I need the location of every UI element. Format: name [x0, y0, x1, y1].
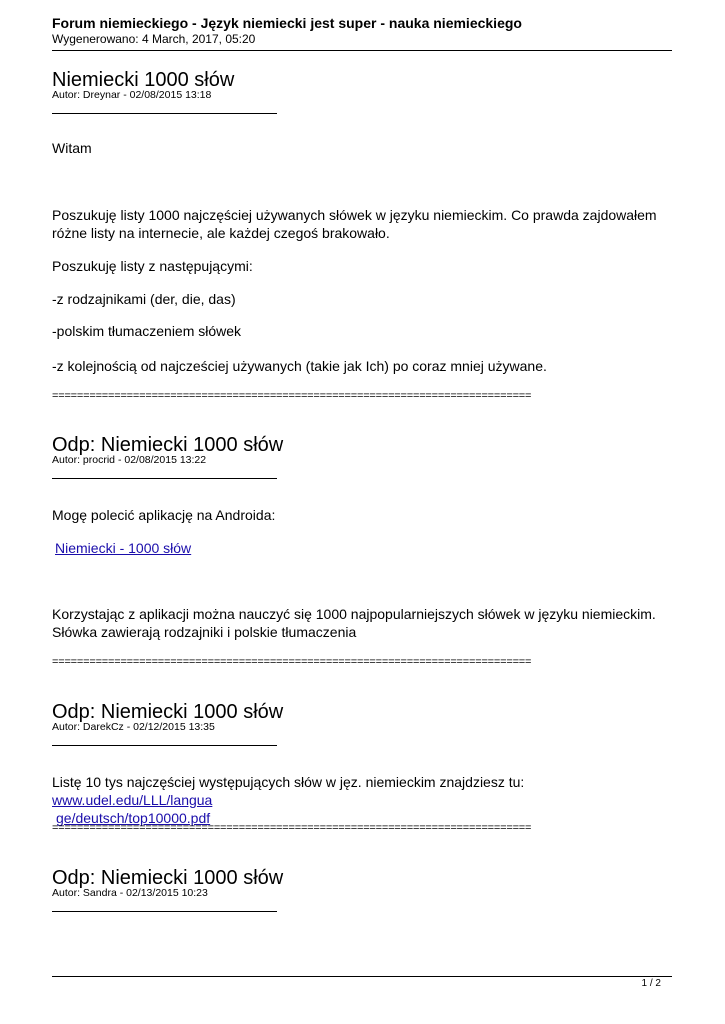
post-title: Niemiecki 1000 słów	[52, 69, 235, 91]
post-1-paragraph: Witam	[52, 140, 92, 156]
forum-title: Forum niemieckiego - Język niemiecki jest super - nauka niemieckiego	[52, 15, 522, 31]
post-separator: =============================================================================	[52, 822, 532, 834]
post-separator: =============================================================================	[52, 656, 532, 668]
post-4	[52, 868, 672, 912]
post-1-paragraph: -z kolejnością od najcześciej używanych (takie jak Ich) po coraz mniej używane.	[52, 358, 547, 374]
post-separator: =============================================================================	[52, 390, 532, 402]
post-2-paragraph: Mogę polecić aplikację na Androida:	[52, 507, 276, 523]
post-author: Autor: DarekCz - 02/12/2015 13:35	[52, 721, 215, 733]
post-author: Autor: Dreynar - 02/08/2015 13:18	[52, 89, 212, 101]
footer-divider	[52, 976, 672, 977]
post-3-text: Listę 10 tys najczęściej występujących słów w jęz. niemieckim znajdziesz tu:	[52, 774, 525, 790]
post-1-paragraph: Poszukuję listy 1000 najczęściej używanych słówek w języku niemieckim. Co prawda zajdowałem różne listy na internecie, ale każdej czegoś brakowało.	[52, 207, 657, 241]
post-2-link-wrap	[55, 539, 675, 557]
generated-date: Wygenerowano: 4 March, 2017, 05:20	[52, 32, 256, 46]
post-3	[52, 702, 672, 746]
page-header	[52, 15, 672, 47]
post-1-paragraph: -polskim tłumaczeniem słówek	[52, 323, 242, 339]
post-1-paragraph: Poszukuję listy z następującymi:	[52, 258, 253, 274]
post-title: Odp: Niemiecki 1000 słów	[52, 434, 284, 456]
post-2-paragraph: Korzystając z aplikacji można nauczyć się 1000 najpopularniejszych słówek w języku niemieckim. Słówka zawierają rodzajniki i polskie tłumaczenia	[52, 606, 656, 640]
signature-line	[52, 745, 277, 746]
post-1-paragraph: -z rodzajnikami (der, die, das)	[52, 291, 236, 307]
post-3-paragraph	[52, 773, 672, 827]
header-divider	[52, 50, 672, 51]
page-number: 1 / 2	[641, 978, 661, 989]
pdf-link-continued[interactable]: ge/deutsch/top10000.pdf	[56, 810, 211, 826]
signature-line	[52, 478, 277, 479]
post-author: Autor: Sandra - 02/13/2015 10:23	[52, 887, 208, 899]
post-2	[52, 435, 672, 479]
post-title: Odp: Niemiecki 1000 słów	[52, 701, 284, 723]
signature-line	[52, 113, 277, 114]
pdf-link[interactable]: www.udel.edu/LLL/langua	[52, 792, 213, 808]
signature-line	[52, 911, 277, 912]
post-title: Odp: Niemiecki 1000 słów	[52, 867, 284, 889]
post-author: Autor: procrid - 02/08/2015 13:22	[52, 454, 207, 466]
post-1	[52, 70, 672, 114]
app-link[interactable]: Niemiecki - 1000 słów	[55, 540, 192, 556]
